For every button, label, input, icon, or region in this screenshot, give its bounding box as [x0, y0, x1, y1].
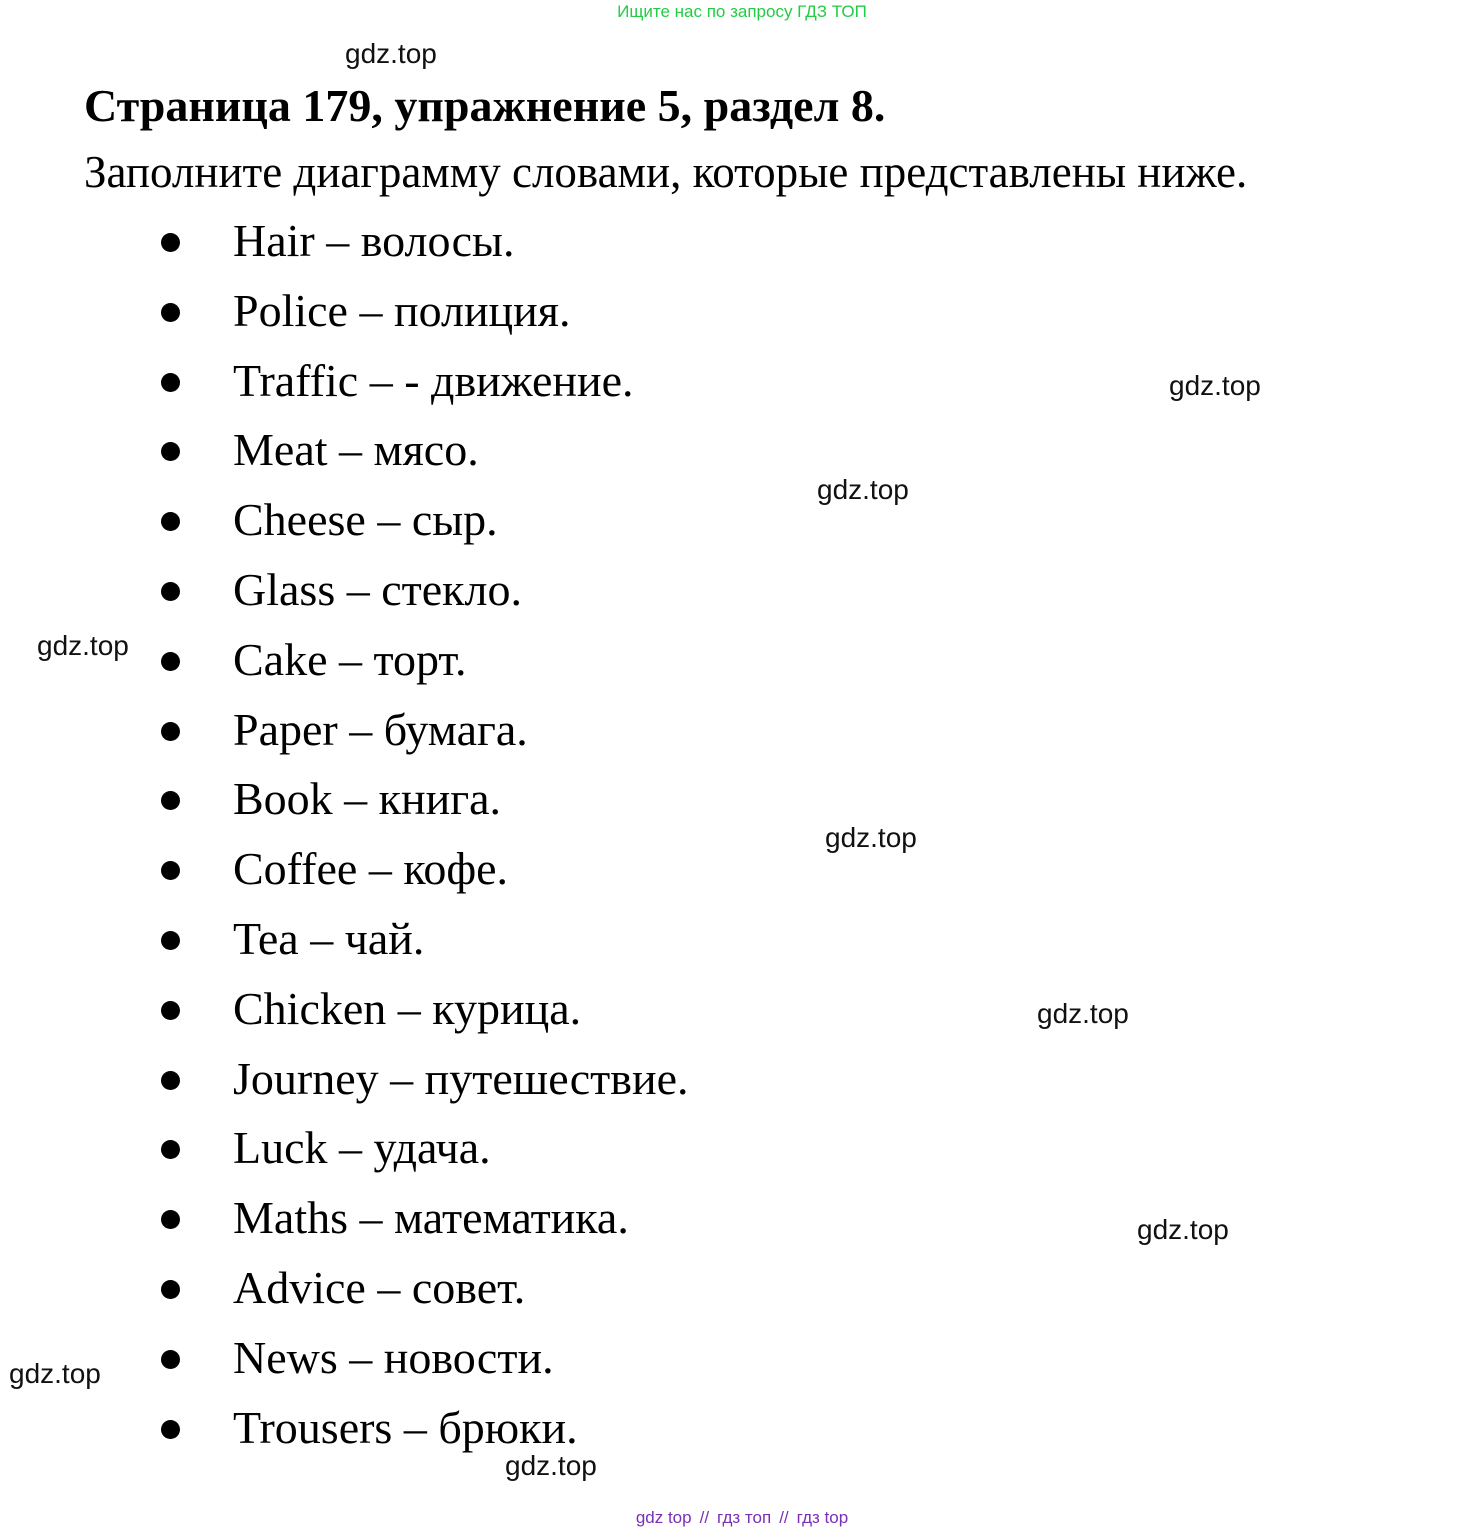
watermark: gdz.top — [1037, 998, 1129, 1029]
word-translation: Coffee – кофе. — [233, 843, 509, 895]
bullet-icon — [161, 233, 180, 252]
list-item — [0, 556, 900, 626]
watermark: gdz.top — [825, 822, 917, 853]
bullet-icon — [161, 442, 180, 461]
footer-separator: // — [779, 1508, 789, 1527]
bullet-icon — [161, 1071, 180, 1090]
bullet-icon — [161, 1001, 180, 1020]
top-banner: Ищите нас по запросу ГДЗ ТОП — [617, 2, 867, 21]
list-item — [0, 416, 900, 486]
word-translation: Paper – бумага. — [233, 703, 528, 755]
bullet-icon — [161, 791, 180, 810]
list-item — [0, 626, 900, 696]
watermark: gdz.top — [817, 474, 909, 505]
bullet-icon — [161, 1210, 180, 1229]
word-translation: Traffic – - движение. — [233, 354, 634, 406]
watermark: gdz.top — [345, 38, 437, 69]
bullet-icon — [161, 1350, 180, 1369]
word-translation: Cheese – сыр. — [233, 494, 498, 546]
list-item — [0, 486, 900, 556]
footer-link[interactable]: гдз top — [796, 1508, 849, 1527]
watermark: gdz.top — [9, 1358, 101, 1389]
bullet-icon — [161, 861, 180, 880]
word-translation: Meat – мясо. — [233, 424, 479, 476]
bullet-icon — [161, 373, 180, 392]
footer-link[interactable]: гдз топ — [717, 1508, 772, 1527]
list-item — [0, 905, 900, 975]
word-translation: Chicken – курица. — [233, 982, 582, 1034]
footer-link[interactable]: gdz top — [635, 1508, 692, 1527]
list-item — [0, 347, 900, 417]
list-item — [0, 207, 900, 277]
bullet-icon — [161, 512, 180, 531]
bullet-icon — [161, 1420, 180, 1439]
word-translation: Advice – совет. — [233, 1261, 526, 1313]
word-translation: Tea – чай. — [233, 912, 425, 964]
bullet-icon — [161, 1280, 180, 1299]
word-translation: Luck – удача. — [233, 1122, 491, 1174]
list-item — [0, 1394, 900, 1464]
list-item — [0, 975, 900, 1045]
list-item — [0, 277, 900, 347]
word-translation: Glass – стекло. — [233, 563, 522, 615]
list-item — [0, 765, 900, 835]
word-translation: Maths – математика. — [233, 1192, 629, 1244]
word-translation: Police – полиция. — [233, 284, 571, 336]
list-item — [0, 1184, 900, 1254]
watermark: gdz.top — [37, 630, 129, 661]
word-translation: Trousers – брюки. — [233, 1401, 578, 1453]
watermark: gdz.top — [1169, 370, 1261, 401]
word-translation: News – новости. — [233, 1331, 554, 1383]
bullet-icon — [161, 652, 180, 671]
list-item — [0, 1114, 900, 1184]
word-translation: Cake – торт. — [233, 633, 467, 685]
word-list — [0, 207, 900, 1463]
word-translation: Journey – путешествие. — [233, 1052, 689, 1104]
bullet-icon — [161, 582, 180, 601]
list-item — [0, 696, 900, 766]
bullet-icon — [161, 931, 180, 950]
page-title: Страница 179, упражнение 5, раздел 8. — [84, 80, 886, 131]
watermark: gdz.top — [505, 1450, 597, 1481]
list-item — [0, 1254, 900, 1324]
footer — [0, 1508, 1484, 1528]
word-translation: Book – книга. — [233, 773, 502, 825]
task-instruction: Заполните диаграмму словами, которые представлены ниже. — [84, 147, 1248, 197]
list-item — [0, 1045, 900, 1115]
watermark: gdz.top — [1137, 1214, 1229, 1245]
list-item — [0, 835, 900, 905]
bullet-icon — [161, 1140, 180, 1159]
bullet-icon — [161, 722, 180, 741]
word-translation: Hair – волосы. — [233, 215, 515, 266]
list-item — [0, 1324, 900, 1394]
bullet-icon — [161, 303, 180, 322]
footer-separator: // — [699, 1508, 710, 1527]
